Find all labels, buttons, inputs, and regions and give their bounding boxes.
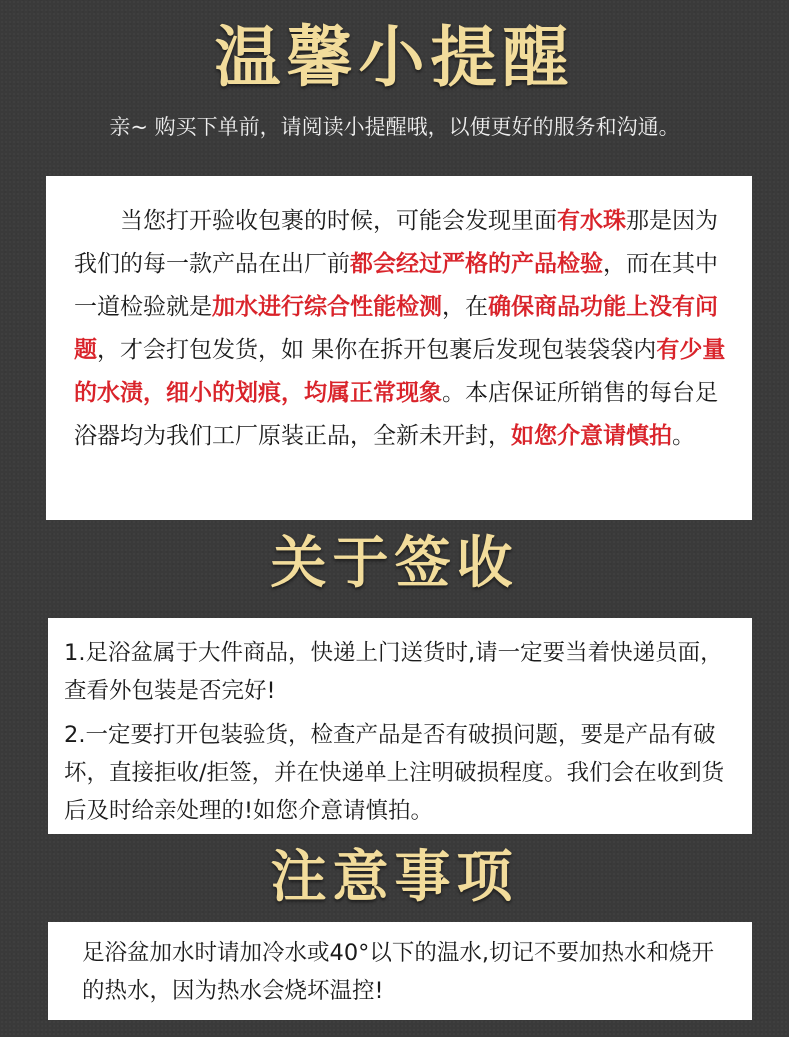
page-title: 温馨小提醒 xyxy=(214,19,575,96)
reminder-text xyxy=(74,200,726,458)
highlight-text: 有少量的水渍，细小的划痕，均属正常现象 xyxy=(74,337,726,406)
body-text: 那是因为我们的每一款产品在出厂前 xyxy=(74,208,718,277)
notes-box xyxy=(48,922,752,1020)
body-text: ，才会打包发货，如 果你在拆开包裹后发现包装袋袋内 xyxy=(97,337,657,363)
signing-box xyxy=(48,618,752,834)
highlight-text: 有水珠 xyxy=(557,208,626,234)
highlight-text: 加水进行综合性能检测 xyxy=(212,294,442,320)
signing-item-1: 1.足浴盆属于大件商品，快递上门送货时,请一定要当着快递员面，查看外包装是否完好! xyxy=(64,640,723,704)
reminder-box xyxy=(46,176,752,520)
highlight-text: 如您介意请慎拍 xyxy=(511,423,672,449)
signing-title: 关于签收 xyxy=(270,531,519,596)
page-subtitle: 亲~ 购买下单前，请阅读小提醒哦，以便更好的服务和沟通。 xyxy=(109,115,680,139)
highlight-text: 确保商品功能上没有问题 xyxy=(74,294,718,363)
highlight-text: 都会经过严格的产品检验 xyxy=(350,251,603,277)
body-text: ，在 xyxy=(442,294,488,320)
notes-title: 注意事项 xyxy=(270,845,519,910)
body-text: 。 xyxy=(672,423,695,449)
body-text: 当您打开验收包裹的时候，可能会发现里面 xyxy=(120,208,557,234)
signing-item-2: 2.一定要打开包装验货，检查产品是否有破损问题，要是产品有破坏，直接拒收/拒签，并在快递单上注明破损程度。我们会在收到货后及时给亲处理的!如您介意请慎拍。 xyxy=(64,722,725,824)
body-text: 。本店保证所销售的每台足浴器均为我们工厂原装正品，全新未开封， xyxy=(74,380,718,449)
notes-text: 足浴盆加水时请加冷水或40°以下的温水,切记不要加热水和烧开的热水，因为热水会烧坏温控! xyxy=(82,940,715,1004)
body-text: ，而在其中一道检验就是 xyxy=(74,251,718,320)
